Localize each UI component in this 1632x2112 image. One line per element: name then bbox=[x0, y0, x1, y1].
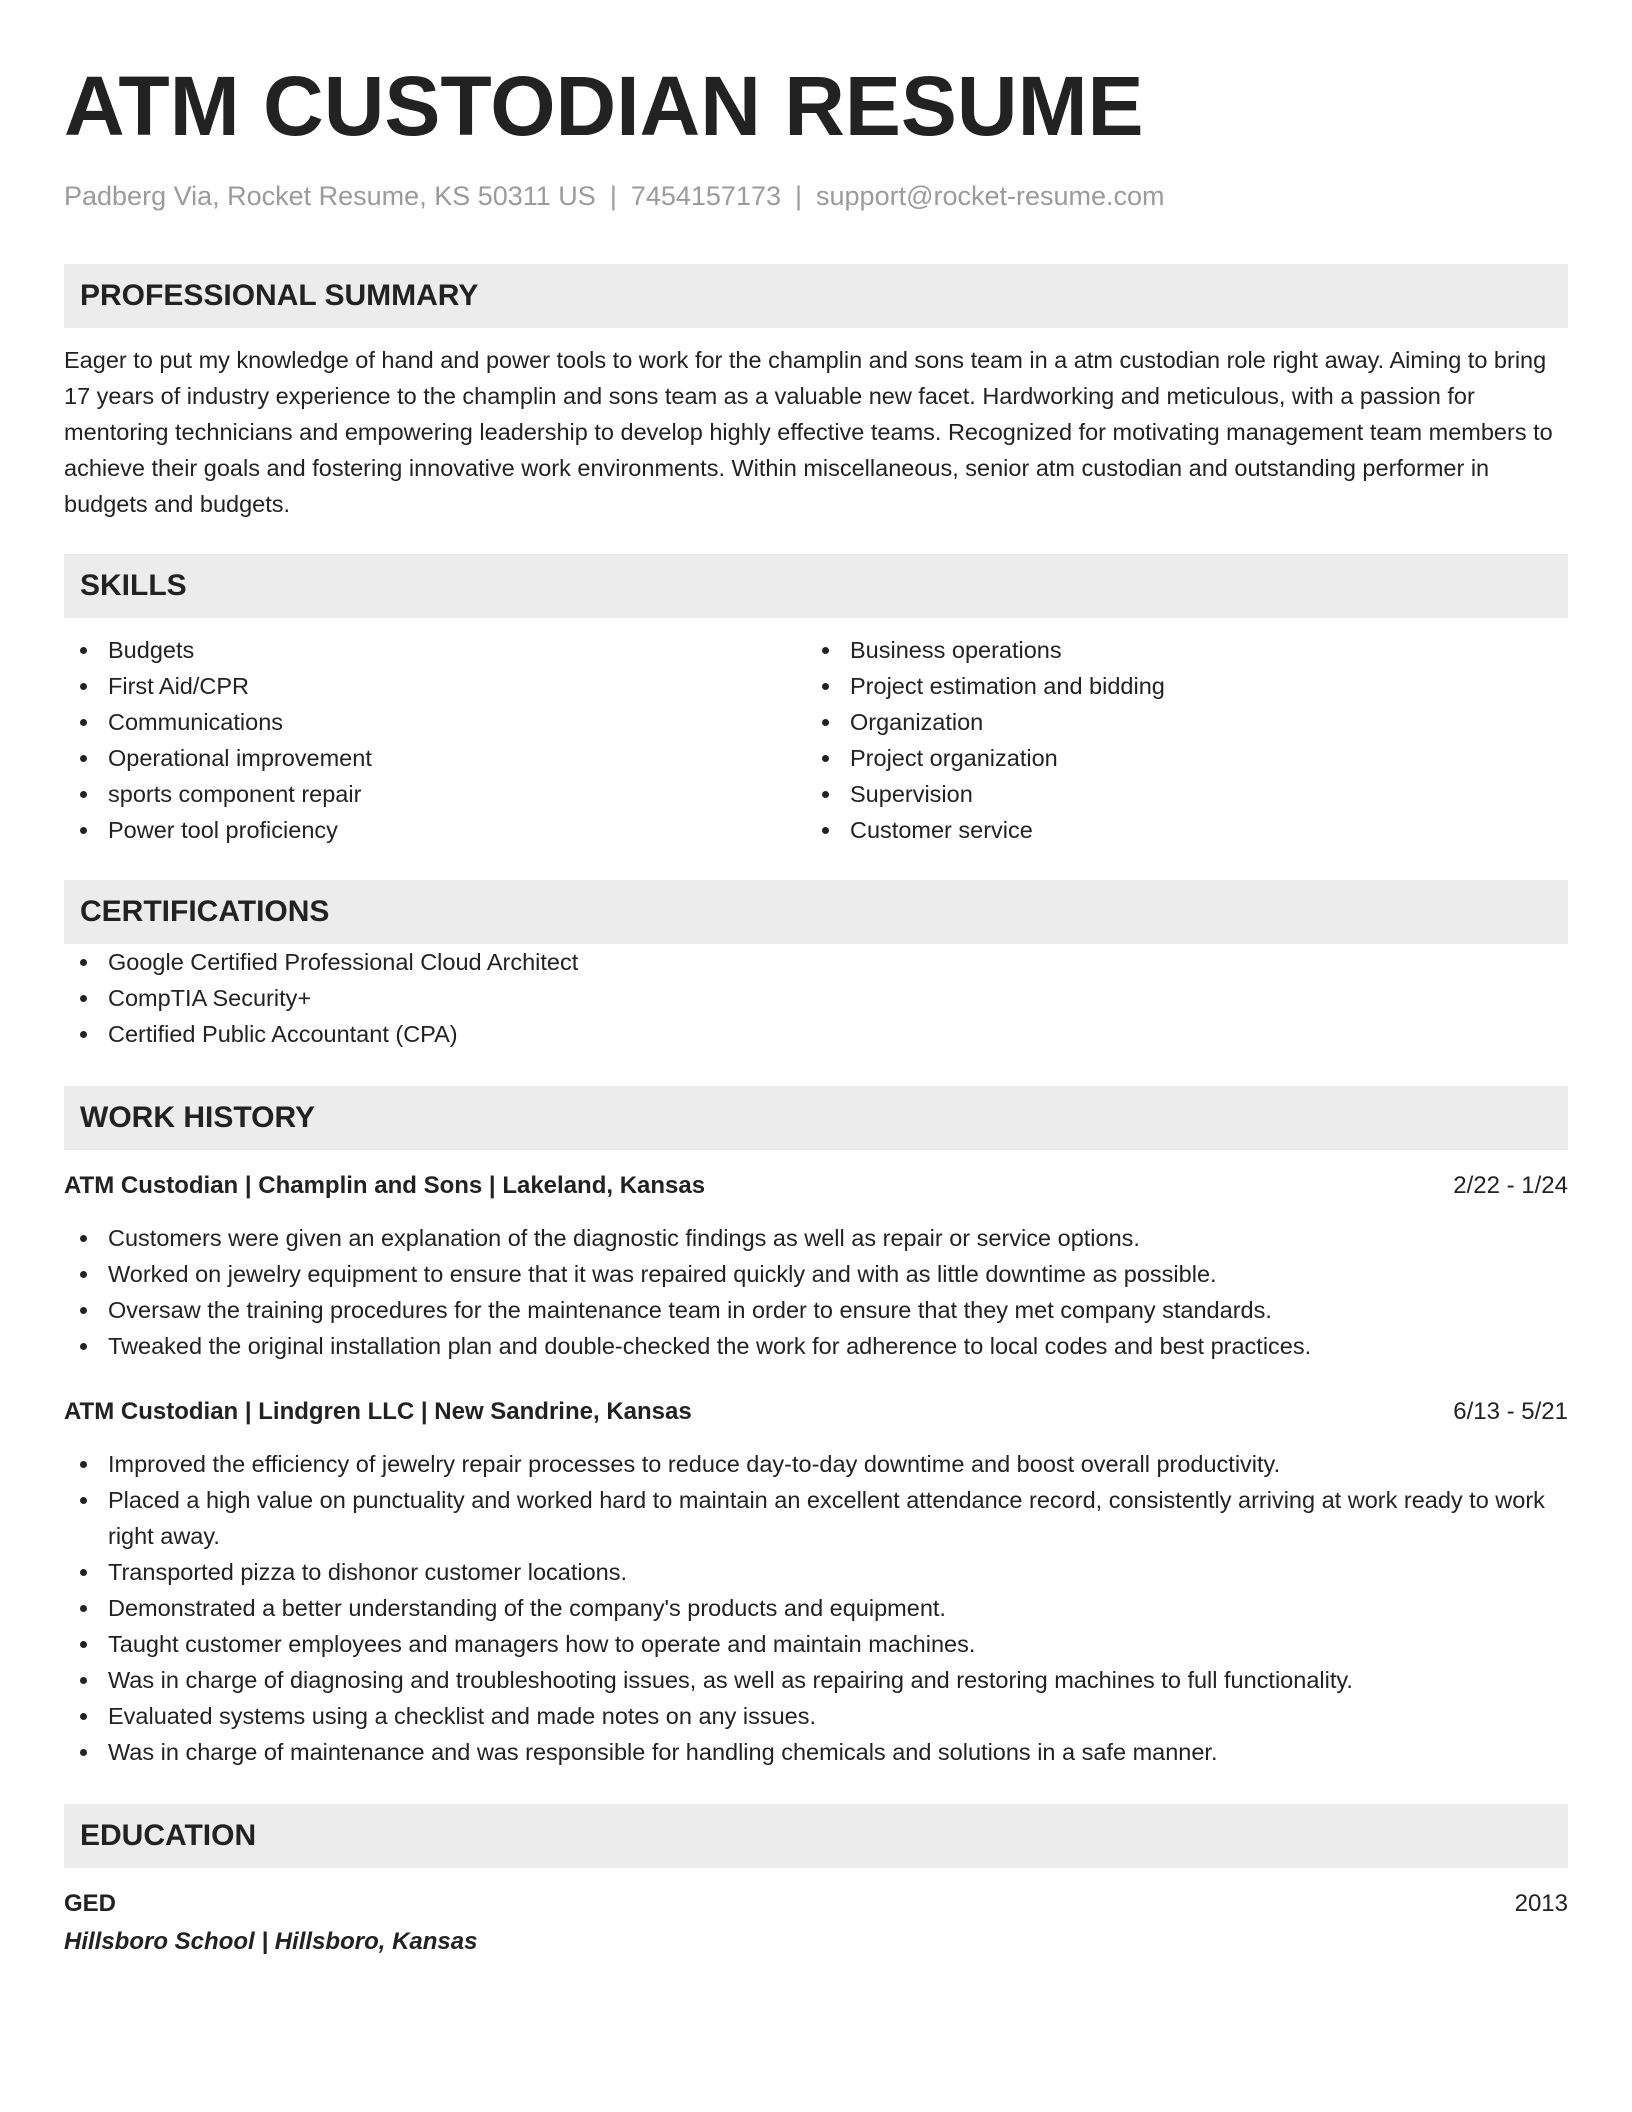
contact-address: Padberg Via, Rocket Resume, KS 50311 US bbox=[64, 181, 596, 211]
section-heading-certifications: CERTIFICATIONS bbox=[64, 880, 1568, 944]
list-item: Supervision bbox=[806, 776, 1548, 812]
contact-separator: | bbox=[795, 181, 803, 211]
list-item: Communications bbox=[64, 704, 806, 740]
list-item: Worked on jewelry equipment to ensure that it was repaired quickly and with as little downtime as possible. bbox=[64, 1256, 1568, 1292]
skills-list-left bbox=[64, 632, 806, 848]
list-item: Operational improvement bbox=[64, 740, 806, 776]
skills-list-right bbox=[806, 632, 1548, 848]
resume-title: ATM CUSTODIAN RESUME bbox=[64, 59, 1144, 153]
list-item: Organization bbox=[806, 704, 1548, 740]
job-title: ATM Custodian | Champlin and Sons | Lakeland, Kansas bbox=[64, 1172, 706, 1199]
list-item: First Aid/CPR bbox=[64, 668, 806, 704]
education-entry bbox=[64, 1886, 1568, 1960]
contact-phone: 7454157173 bbox=[630, 181, 781, 211]
skills-grid bbox=[64, 632, 1568, 848]
job-header bbox=[64, 1394, 1568, 1430]
list-item: Evaluated systems using a checklist and made notes on any issues. bbox=[64, 1698, 1568, 1734]
education-school: Hillsboro School | Hillsboro, Kansas bbox=[64, 1928, 478, 1955]
section-heading-work-history: WORK HISTORY bbox=[64, 1086, 1568, 1150]
contact-line bbox=[64, 178, 1568, 214]
education-header bbox=[64, 1886, 1568, 1922]
list-item: Budgets bbox=[64, 632, 806, 668]
job-duties-list bbox=[64, 1446, 1568, 1770]
list-item: Google Certified Professional Cloud Architect bbox=[64, 944, 1568, 980]
job-header bbox=[64, 1168, 1568, 1204]
skills-column-right bbox=[806, 632, 1548, 848]
list-item: Demonstrated a better understanding of the company's products and equipment. bbox=[64, 1590, 1568, 1626]
contact-separator: | bbox=[609, 181, 617, 211]
list-item: Certified Public Accountant (CPA) bbox=[64, 1016, 1568, 1052]
list-item: Customer service bbox=[806, 812, 1548, 848]
section-heading-summary: PROFESSIONAL SUMMARY bbox=[64, 264, 1568, 328]
list-item: Power tool proficiency bbox=[64, 812, 806, 848]
list-item: Improved the efficiency of jewelry repair processes to reduce day-to-day downtime and boost overall productivity. bbox=[64, 1446, 1568, 1482]
contact-email: support@rocket-resume.com bbox=[816, 181, 1165, 211]
list-item: Was in charge of maintenance and was responsible for handling chemicals and solutions in a safe manner. bbox=[64, 1734, 1568, 1770]
certifications-list bbox=[64, 944, 1568, 1052]
list-item: Oversaw the training procedures for the maintenance team in order to ensure that they met company standards. bbox=[64, 1292, 1568, 1328]
list-item: Taught customer employees and managers how to operate and maintain machines. bbox=[64, 1626, 1568, 1662]
list-item: sports component repair bbox=[64, 776, 806, 812]
job-entry bbox=[64, 1394, 1568, 1770]
section-heading-skills: SKILLS bbox=[64, 554, 1568, 618]
education-year: 2013 bbox=[1514, 1890, 1568, 1917]
job-dates: 2/22 - 1/24 bbox=[1453, 1172, 1568, 1199]
job-entry bbox=[64, 1168, 1568, 1364]
list-item: Tweaked the original installation plan and double-checked the work for adherence to local codes and best practices. bbox=[64, 1328, 1568, 1364]
list-item: Project organization bbox=[806, 740, 1548, 776]
list-item: CompTIA Security+ bbox=[64, 980, 1568, 1016]
job-dates: 6/13 - 5/21 bbox=[1453, 1398, 1568, 1425]
summary-text: Eager to put my knowledge of hand and power tools to work for the champlin and sons team in a atm custodian role right away. Aiming to bring 17 years of industry experience to the champlin and sons team as a valuable new facet. Hardworking and meticulous, with a passion for mentoring technicians and empowering leadership to develop highly effective teams. Recognized for motivating management team members to achieve their goals and fostering innovative work environments. Within miscellaneous, senior atm custodian and outstanding performer in budgets and budgets. bbox=[64, 347, 1553, 517]
list-item: Was in charge of diagnosing and troubleshooting issues, as well as repairing and restoring machines to full functionality. bbox=[64, 1662, 1568, 1698]
skills-column-left bbox=[64, 632, 806, 848]
section-heading-education: EDUCATION bbox=[64, 1804, 1568, 1868]
job-title: ATM Custodian | Lindgren LLC | New Sandrine, Kansas bbox=[64, 1398, 692, 1425]
resume-page bbox=[64, 58, 1568, 1960]
list-item: Customers were given an explanation of the diagnostic findings as well as repair or service options. bbox=[64, 1220, 1568, 1256]
list-item: Project estimation and bidding bbox=[806, 668, 1548, 704]
job-duties-list bbox=[64, 1220, 1568, 1364]
list-item: Business operations bbox=[806, 632, 1548, 668]
list-item: Placed a high value on punctuality and worked hard to maintain an excellent attendance record, consistently arriving at work ready to work right away. bbox=[64, 1482, 1568, 1554]
education-degree: GED bbox=[64, 1890, 117, 1917]
list-item: Transported pizza to dishonor customer locations. bbox=[64, 1554, 1568, 1590]
